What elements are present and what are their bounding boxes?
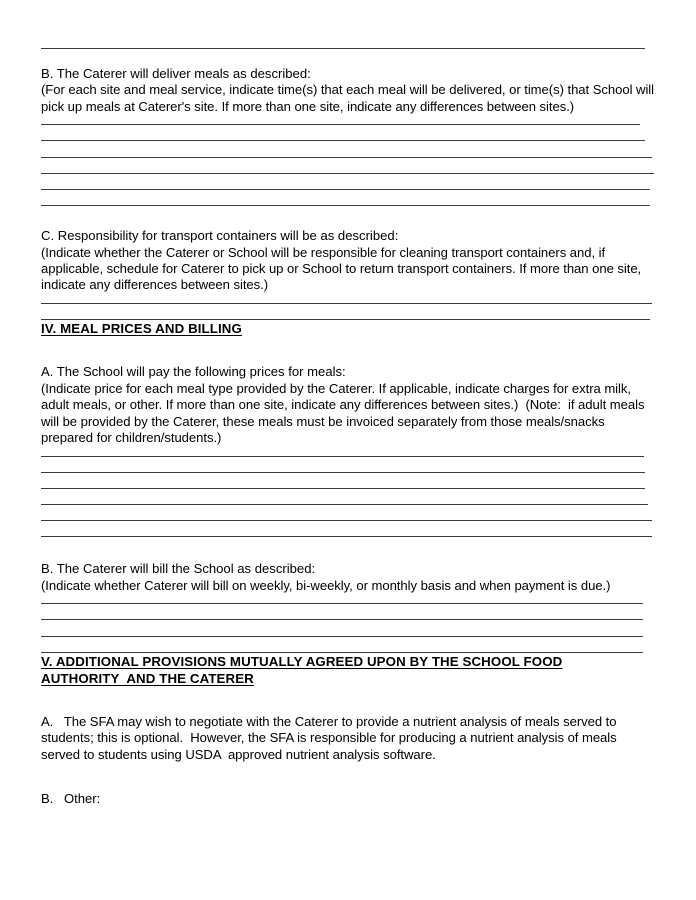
section-4-b-heading: B. The Caterer will bill the School as described:: [41, 561, 316, 577]
writing-line[interactable]: [41, 536, 652, 537]
section-3-b-blank-lines[interactable]: [41, 124, 655, 206]
section-5-title: [41, 653, 655, 688]
section-4-b-instruction: (Indicate whether Caterer will bill on weekly, bi-weekly, or monthly basis and when payment is due.): [41, 577, 611, 593]
writing-line[interactable]: [41, 488, 645, 489]
section-4-a: [41, 364, 655, 537]
document-content: [41, 48, 658, 807]
section-5-b-text: B. Other:: [41, 791, 101, 807]
section-3-b-instruction: (For each site and meal service, indicate time(s) that each meal will be delivered, or time(s) that School will pick up meals at Caterer's site. If more than one site, indicate any differences between sites.): [41, 82, 658, 114]
writing-line[interactable]: [41, 205, 650, 206]
writing-line[interactable]: [41, 619, 643, 620]
section-4-a-heading: A. The School will pay the following prices for meals:: [41, 364, 346, 380]
section-3-c-instruction: (Indicate whether the Caterer or School will be responsible for cleaning transport containers and, if applicable, schedule for Caterer to pick up or School to return transport containers. If more than one site, indicate any differences between sites.): [41, 244, 645, 293]
writing-line[interactable]: [41, 472, 645, 473]
section-4-a-blank-lines[interactable]: [41, 456, 655, 538]
writing-line[interactable]: [41, 456, 644, 457]
writing-line[interactable]: [41, 636, 643, 637]
section-4-b-blank-lines[interactable]: [41, 603, 655, 653]
section-5-b: [41, 791, 655, 807]
writing-line[interactable]: [41, 189, 650, 190]
section-5-title-line-1: V. ADDITIONAL PROVISIONS MUTUALLY AGREED UPON BY THE SCHOOL FOOD: [41, 653, 563, 669]
writing-line[interactable]: [41, 140, 645, 141]
section-3-c: [41, 228, 655, 320]
writing-line[interactable]: [41, 124, 640, 125]
section-4-a-instruction: (Indicate price for each meal type provided by the Caterer. If applicable, indicate charges for extra milk, adult meals, or other. If more than one site, indicate any differences between sites.) (Note: if adult meals will be provided by the Caterer, these meals must be invoiced separately from those meals/snacks prepared for children/students.): [41, 380, 649, 446]
section-5-title-line-2: AUTHORITY AND THE CATERER: [41, 671, 254, 687]
writing-line[interactable]: [41, 504, 648, 505]
section-3-c-heading: C. Responsibility for transport containers will be as described:: [41, 228, 399, 244]
section-4-b: [41, 561, 655, 652]
writing-line[interactable]: [41, 520, 652, 521]
section-4-title-text: IV. MEAL PRICES AND BILLING: [41, 320, 242, 336]
section-4-title: [41, 320, 655, 338]
section-3-b-heading: B. The Caterer will deliver meals as described:: [41, 66, 311, 81]
section-5-a-text: A. The SFA may wish to negotiate with the Caterer to provide a nutrient analysis of meals served to students; this is optional. However, the SFA is responsible for producing a nutrient analysis of meals served to students using USDA approved nutrient analysis software.: [41, 713, 621, 762]
writing-line[interactable]: [41, 603, 643, 604]
writing-line[interactable]: [41, 157, 652, 158]
writing-line-continuation: [41, 48, 645, 49]
section-3-c-blank-lines[interactable]: [41, 303, 655, 320]
writing-line[interactable]: [41, 303, 652, 304]
section-3-b: [41, 66, 658, 206]
section-5-a: [41, 714, 655, 763]
writing-line[interactable]: [41, 173, 654, 174]
